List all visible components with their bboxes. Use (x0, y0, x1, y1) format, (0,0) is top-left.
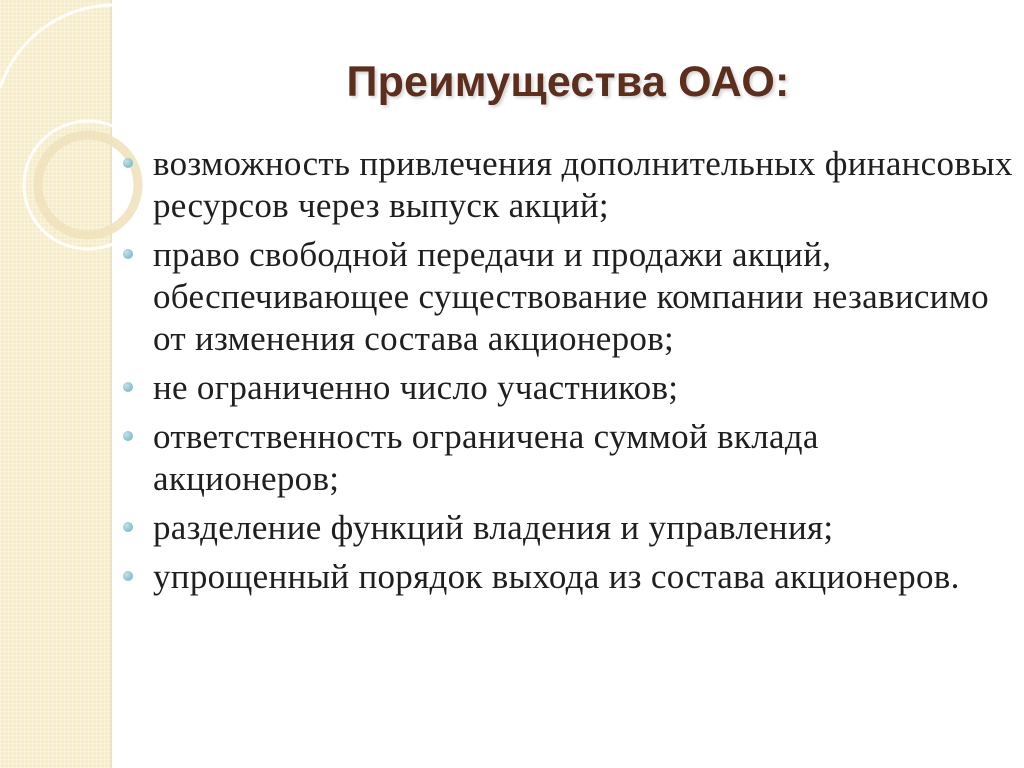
list-item (123, 507, 1013, 549)
bullet-dot-icon (123, 571, 133, 581)
bullet-dot-icon (123, 522, 133, 532)
list-item-text: ответственность ограничена суммой вклада акционеров; (153, 417, 819, 498)
list-item-text: упрощенный порядок выхода из состава акционеров. (153, 557, 960, 596)
advantages-list (123, 143, 1013, 605)
bullet-dot-icon (123, 382, 133, 392)
bullet-dot-icon (123, 158, 133, 168)
list-item-text: право свободной передачи и продажи акций, обеспечивающее существование компании независимо от изменения состава акционеров; (153, 235, 989, 358)
side-decor-panel (0, 0, 112, 768)
list-item-text: не ограниченно число участников; (153, 368, 679, 407)
list-item (123, 416, 1013, 500)
bullet-dot-icon (123, 249, 133, 259)
bullet-dot-icon (123, 431, 133, 441)
list-item-text: разделение функций владения и управления; (153, 508, 834, 547)
list-item (123, 556, 1013, 598)
list-item (123, 367, 1013, 409)
slide-title: Преимущества ОАО: (346, 58, 790, 106)
list-item-text: возможность привлечения дополнительных финансовых ресурсов через выпуск акций; (153, 144, 1013, 225)
list-item (123, 143, 1013, 227)
list-item (123, 234, 1013, 360)
